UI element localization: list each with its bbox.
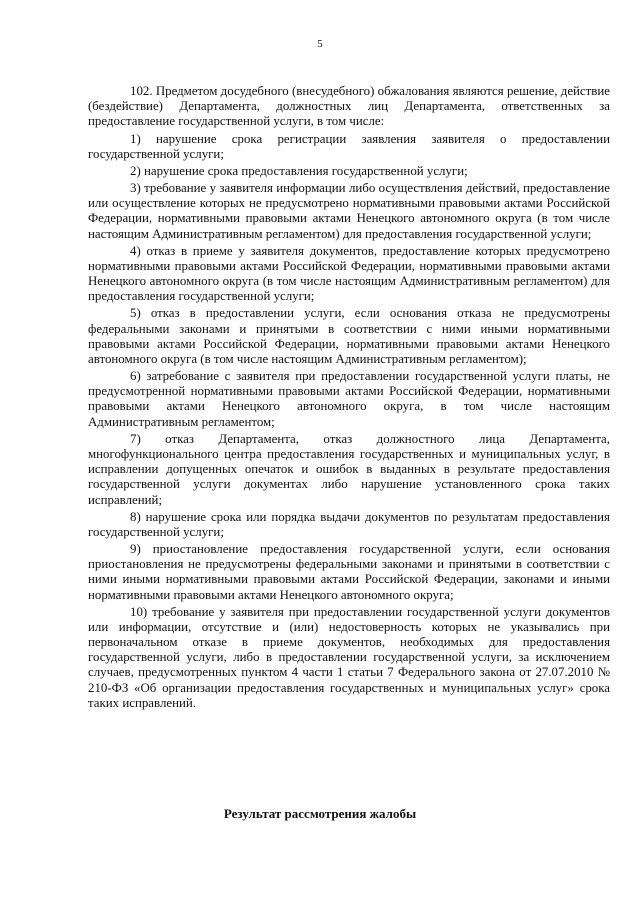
page-number: 5 — [317, 38, 323, 50]
list-item-10: 10) требование у заявителя при предоставлении государственной услуги документов или информации, отсутствие и (или) недостоверность которых не указывались при первоначальном отказе в приеме документов, необходимых для предоставления государственной услуги, либо в предоставлении государственной услуги, за исключением случаев, предусмотренных пунктом 4 части 1 статьи 7 Федерального закона от 27.07.2010 № 210-ФЗ «Об организации предоставления государственных и муниципальных услуг» срока таких исправлений. — [88, 604, 610, 710]
list-item-9: 9) приостановление предоставления государственной услуги, если основания приостановления не предусмотрены федеральными законами и принятыми в соответствии с ними иными нормативными правовыми актами Российской Федерации, законами и иными нормативными правовыми актами Ненецкого автономного округа; — [88, 541, 610, 602]
list-item-5: 5) отказ в предоставлении услуги, если основания отказа не предусмотрены федеральными законами и принятыми в соответствии с ними иными нормативными правовыми актами Российской Федерации, нормативными правовыми актами Ненецкого автономного округа (в том числе настоящим Административным регламентом); — [88, 306, 610, 366]
list-item-6: 6) затребование с заявителя при предоставлении государственной услуги платы, не предусмотренной нормативными правовыми актами Российской Федерации, нормативными правовыми актами Ненецкого автономного округа, в том числе настоящим Административным регламентом; — [88, 369, 610, 429]
list-item-4: 4) отказ в приеме у заявителя документов, предоставление которых предусмотрено нормативными правовыми актами Российской Федерации, нормативными правовыми актами Ненецкого автономного округа (в том числе настоящим Административным регламентом) для предоставления государственной услуги; — [88, 243, 610, 304]
section-heading: Результат рассмотрения жалобы — [223, 806, 417, 821]
list-item-8: 8) нарушение срока или порядка выдачи документов по результатам предоставления государственной услуги; — [88, 509, 610, 539]
list-item-3: 3) требование у заявителя информации либо осуществления действий, предоставление или осуществление которых не предусмотрено нормативными правовыми актами Российской Федерации, нормативными правовыми актами Ненецкого автономного округа (в том числе настоящим Административным регламентом) для предоставления государственной услуги; — [88, 180, 610, 241]
document-body — [88, 84, 610, 711]
list-item-2: 2) нарушение срока предоставления государственной услуги; — [130, 163, 468, 178]
list-item-1: 1) нарушение срока регистрации заявления заявителя о предоставлении государственной услуги; — [88, 131, 610, 161]
paragraph-102-intro: 102. Предметом досудебного (внесудебного) обжалования являются решение, действие (бездействие) Департамента, должностных лиц Департамента, ответственных за предоставление государственной услуги, в том числе: — [88, 84, 610, 129]
list-item-7: 7) отказ Департамента, отказ должностного лица Департамента, многофункционального центра предоставления государственных и муниципальных услуг, в исправлении допущенных опечаток и ошибок в выданных в результате предоставления государственной услуги документах либо нарушение установленного срока таких исправлений; — [88, 431, 610, 507]
